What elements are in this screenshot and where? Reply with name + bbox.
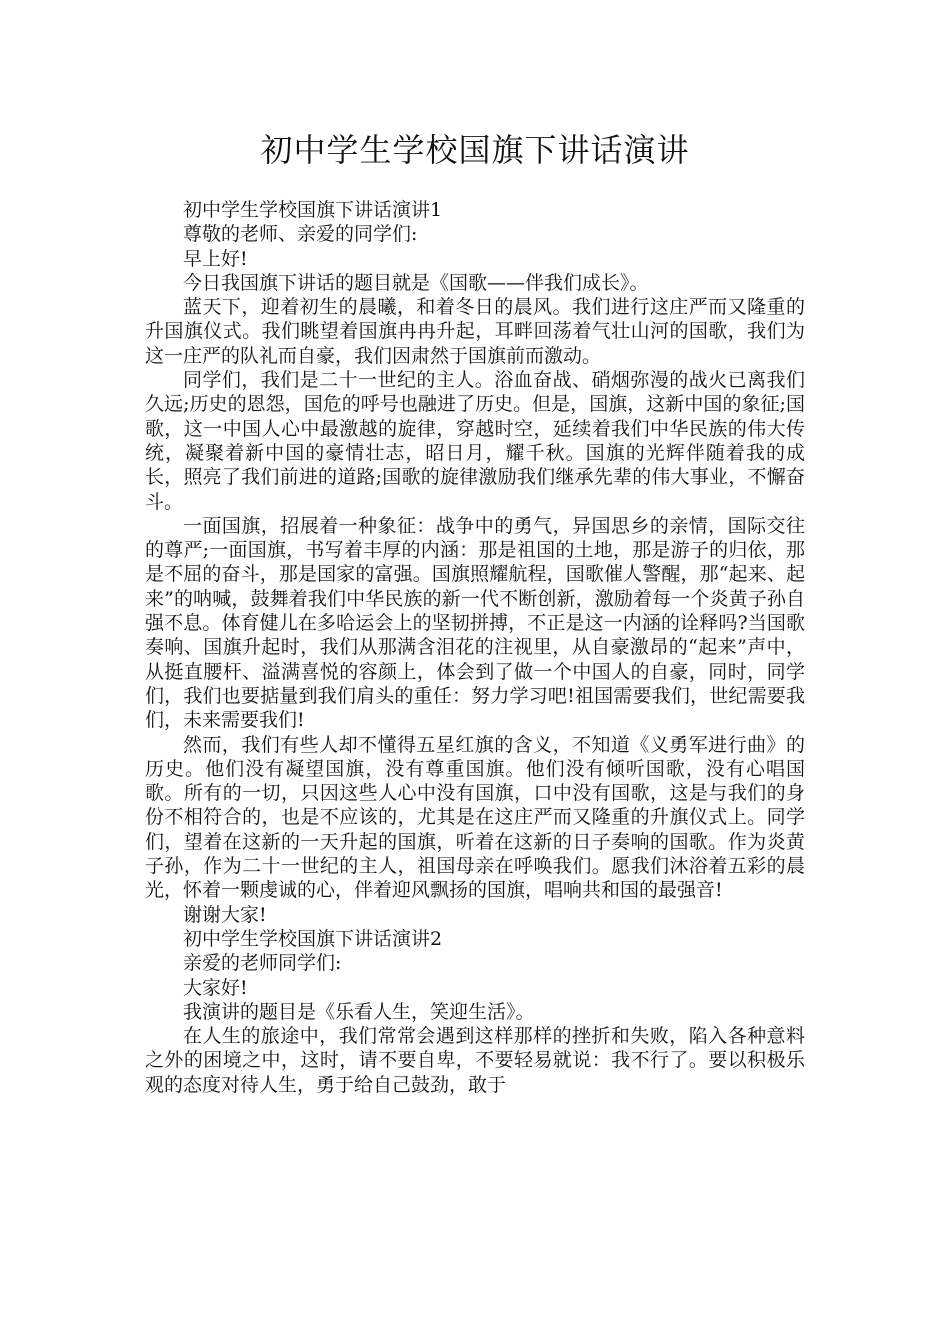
paragraph: 蓝天下，迎着初生的晨曦，和着冬日的晨风。我们进行这庄严而又隆重的升国旗仪式。我们眺望着国旗冉冉升起，耳畔回荡着气壮山河的国歌，我们为这一庄严的队礼而自豪，我们因肃然于国旗前而激动。	[145, 296, 805, 367]
paragraph: 一面国旗，招展着一种象征：战争中的勇气，异国思乡的亲情，国际交往的尊严;一面国旗，书写着丰厚的内涵：那是祖国的土地，那是游子的归依，那是不屈的奋斗，那是国家的富强。国旗照耀航程，国歌催人警醒，那“起来、起来”的呐喊，鼓舞着我们中华民族的新一代不断创新，激励着每一个炎黄子孙自强不息。体育健儿在多哈运会上的坚韧拼搏，不正是这一内涵的诠释吗?当国歌奏响、国旗升起时，我们从那满含泪花的注视里，从自豪激昂的“起来”声中，从挺直腰杆、溢满喜悦的容颜上，体会到了做一个中国人的自豪，同时，同学们，我们也要掂量到我们肩头的重任：努力学习吧!祖国需要我们，世纪需要我们，未来需要我们!	[145, 514, 805, 732]
paragraph: 今日我国旗下讲话的题目就是《国歌——伴我们成长》。	[183, 271, 649, 294]
document-body	[145, 198, 805, 1097]
paragraph: 初中学生学校国旗下讲话演讲2	[183, 927, 443, 950]
paragraph: 然而，我们有些人却不懂得五星红旗的含义，不知道《义勇军进行曲》的历史。他们没有凝望国旗，没有尊重国旗。他们没有倾听国歌，没有心唱国歌。所有的一切，只因这些人心中没有国旗，口中没有国歌，这是与我们的身份不相符合的，也是不应该的，尤其是在这庄严而又隆重的升旗仪式上。同学们，望着在这新的一天升起的国旗，听着在这新的日子奏响的国歌。作为炎黄子孙，作为二十一世纪的主人，祖国母亲在呼唤我们。愿我们沐浴着五彩的晨光，怀着一颗虔诚的心，伴着迎风飘扬的国旗，唱响共和国的最强音!	[145, 733, 805, 902]
paragraph: 我演讲的题目是《乐看人生，笑迎生活》。	[183, 1000, 535, 1023]
paragraph: 大家好!	[183, 976, 248, 999]
paragraph: 在人生的旅途中，我们常常会遇到这样那样的挫折和失败，陷入各种意料之外的困境之中，这时，请不要自卑，不要轻易就说：我不行了。要以积极乐观的态度对待人生，勇于给自己鼓劲，敢于	[145, 1025, 805, 1096]
paragraph: 同学们，我们是二十一世纪的主人。浴血奋战、硝烟弥漫的战火已离我们久远;历史的恩怨，国危的呼号也融进了历史。但是，国旗，这新中国的象征;国歌，这一中国人心中最激越的旋律，穿越时空，延续着我们中华民族的伟大传统，凝聚着新中国的豪情壮志，昭日月，耀千秋。国旗的光辉伴随着我的成长，照亮了我们前进的道路;国歌的旋律激励我们继承先辈的伟大事业，不懈奋斗。	[145, 369, 805, 513]
paragraph: 初中学生学校国旗下讲话演讲1	[183, 199, 443, 221]
paragraph: 尊敬的老师、亲爱的同学们:	[183, 223, 418, 246]
paragraph: 亲爱的老师同学们:	[183, 952, 342, 975]
paragraph: 早上好!	[183, 247, 248, 270]
paragraph: 谢谢大家!	[183, 903, 267, 926]
document-title: 初中学生学校国旗下讲话演讲	[260, 131, 690, 169]
